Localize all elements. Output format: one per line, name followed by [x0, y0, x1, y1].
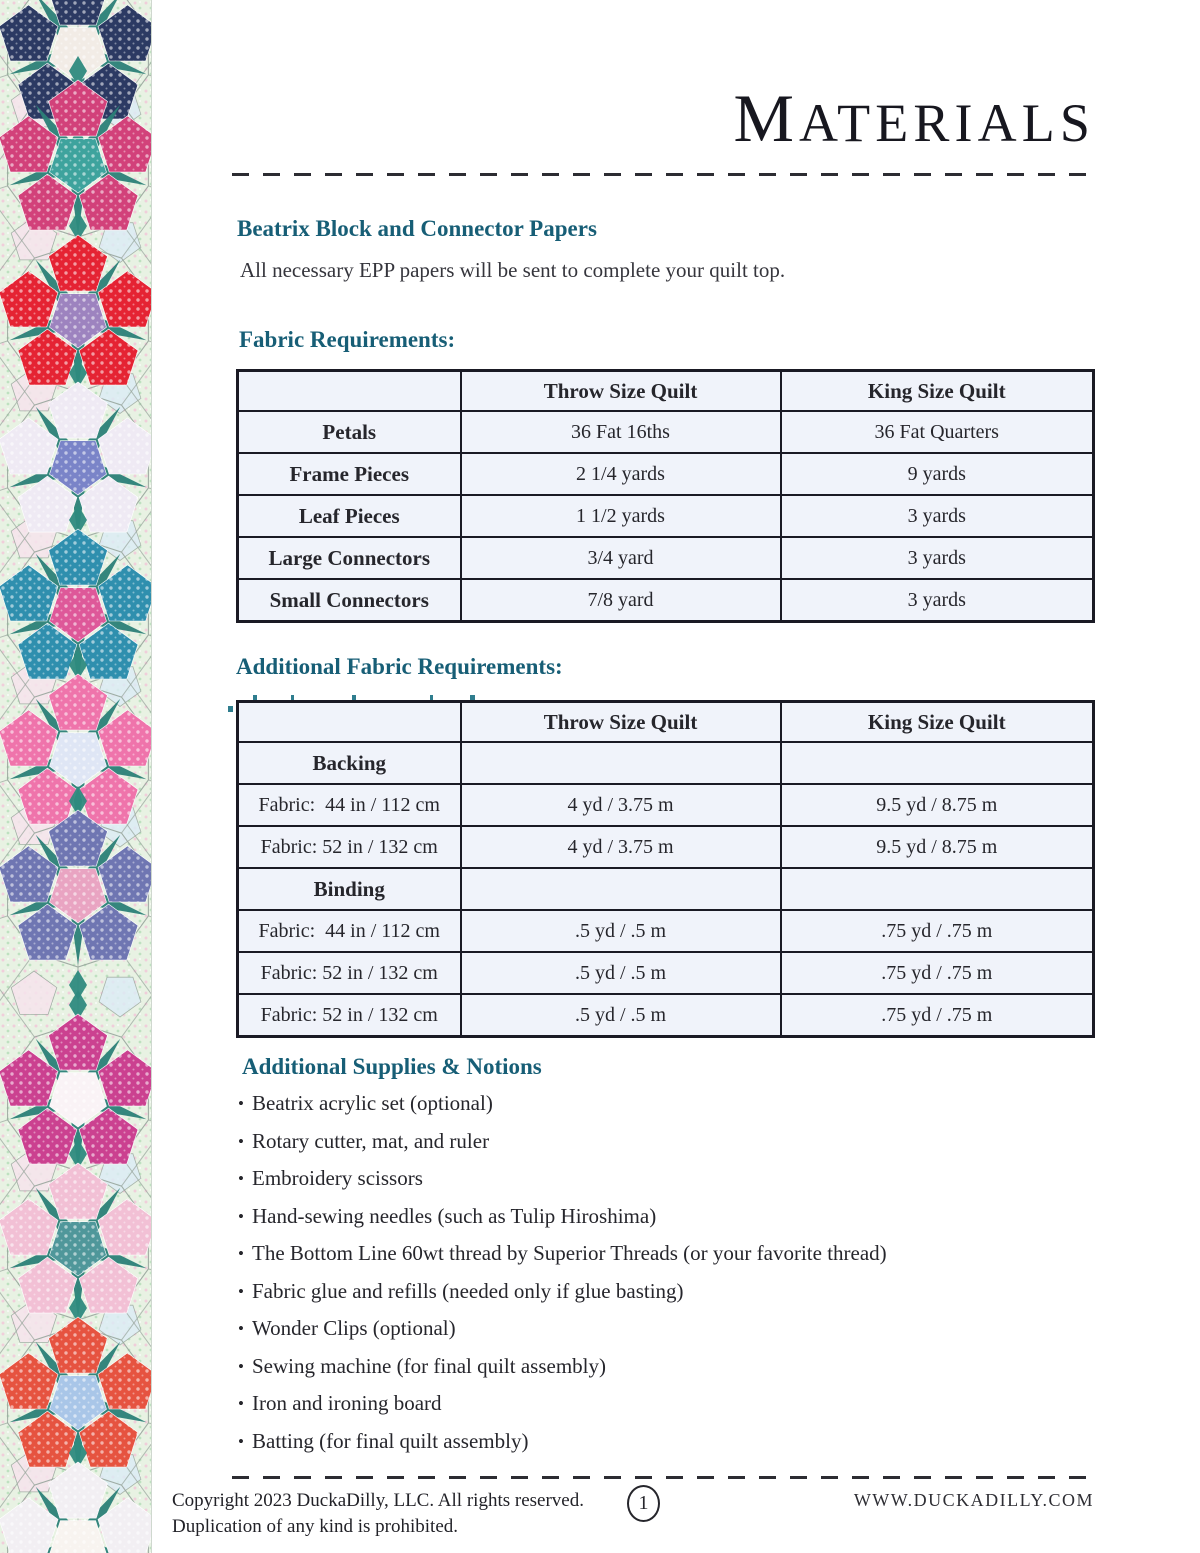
- section-heading-fabric-requirements: Fabric Requirements:: [239, 327, 456, 352]
- section-heading-papers: Beatrix Block and Connector Papers: [237, 216, 597, 241]
- footer-website: WWW.DUCKADILLY.COM: [853, 1490, 1094, 1510]
- table-cell: .75 yd / .75 m: [781, 994, 1094, 1037]
- row-label: Frame Pieces: [238, 453, 461, 495]
- row-label: Leaf Pieces: [238, 495, 461, 537]
- supply-item: [238, 1317, 978, 1340]
- fabric-requirements-table: [236, 369, 1092, 623]
- bullet-icon: •: [238, 1319, 244, 1338]
- row-label: Fabric: 52 in / 132 cm: [238, 826, 461, 868]
- dashed-divider-bottom: [232, 1476, 1096, 1479]
- column-header: King Size Quilt: [781, 371, 1094, 412]
- page-title: [733, 80, 1095, 156]
- table-cell: .5 yd / .5 m: [461, 952, 781, 994]
- supply-item: [238, 1355, 978, 1378]
- table-cell: 3/4 yard: [461, 537, 781, 579]
- table-cell: 3 yards: [781, 495, 1094, 537]
- table-row: [238, 411, 1094, 453]
- table-cell: 36 Fat Quarters: [781, 411, 1094, 453]
- table-row: [238, 910, 1094, 952]
- table-row: [238, 826, 1094, 868]
- table-cell: 7/8 yard: [461, 579, 781, 622]
- quilt-strip-graphic: [0, 0, 152, 1553]
- table-row: [238, 579, 1094, 622]
- bullet-icon: •: [238, 1206, 244, 1226]
- title-initial: M: [733, 80, 800, 156]
- table-row: [238, 495, 1094, 537]
- table-cell: 1 1/2 yards: [461, 495, 781, 537]
- row-label: Fabric: 44 in / 112 cm: [238, 784, 461, 826]
- supply-item-label: The Bottom Line 60wt thread by Superior Threads (or your favorite thread): [252, 1241, 887, 1265]
- footer-copyright: [172, 1488, 584, 1540]
- row-label: Fabric: 44 in / 112 cm: [238, 910, 461, 952]
- table-row: [238, 784, 1094, 826]
- supply-item: [238, 1092, 978, 1115]
- quilt-border-strip: [0, 0, 152, 1553]
- row-label: Backing: [238, 742, 461, 784]
- title-rest: ATERIALS: [799, 93, 1095, 153]
- table-cell: 2 1/4 yards: [461, 453, 781, 495]
- page-number: 1: [638, 1492, 649, 1514]
- table-row: [238, 537, 1094, 579]
- column-header: [238, 371, 461, 412]
- bullet-icon: •: [238, 1131, 244, 1151]
- supply-item-label: Rotary cutter, mat, and ruler: [252, 1128, 490, 1153]
- table-cell: [461, 868, 781, 910]
- column-header: King Size Quilt: [781, 702, 1094, 743]
- papers-description: All necessary EPP papers will be sent to complete your quilt top.: [240, 258, 786, 282]
- section-heading-additional-fabric: Additional Fabric Requirements:: [236, 654, 563, 679]
- table-cell: 9.5 yd / 8.75 m: [781, 826, 1094, 868]
- table-row: [238, 952, 1094, 994]
- supplies-list: [238, 1092, 978, 1467]
- row-label: Fabric: 52 in / 132 cm: [238, 994, 461, 1037]
- supply-item-label: Wonder Clips (optional): [252, 1316, 456, 1340]
- table-cell: [781, 868, 1094, 910]
- additional-fabric-requirements-table: [236, 700, 1092, 1038]
- supply-item-label: Embroidery scissors: [252, 1166, 423, 1190]
- copyright-line-1: Copyright 2023 DuckaDilly, LLC. All rights reserved.: [172, 1490, 584, 1511]
- supply-item: [238, 1167, 978, 1190]
- table-row: [238, 868, 1094, 910]
- table-row: [238, 994, 1094, 1037]
- bullet-icon: •: [238, 1281, 244, 1301]
- supply-item: [238, 1392, 978, 1415]
- row-label: Binding: [238, 868, 461, 910]
- supply-item-label: Iron and ironing board: [252, 1391, 442, 1415]
- table-cell: 9.5 yd / 8.75 m: [781, 784, 1094, 826]
- table-cell: .5 yd / .5 m: [461, 910, 781, 952]
- table-cell: 3 yards: [781, 579, 1094, 622]
- table-cell: [461, 742, 781, 784]
- column-header: [238, 702, 461, 743]
- row-label: Petals: [238, 411, 461, 453]
- supply-item-label: Sewing machine (for final quilt assembly): [252, 1353, 606, 1378]
- supply-item: [238, 1242, 978, 1265]
- dashed-divider-top: [232, 173, 1096, 176]
- table-cell: 3 yards: [781, 537, 1094, 579]
- supply-item-label: Beatrix acrylic set (optional): [252, 1091, 493, 1115]
- column-header: Throw Size Quilt: [461, 371, 781, 412]
- table-cell: 9 yards: [781, 453, 1094, 495]
- supply-item: [238, 1430, 978, 1453]
- bullet-icon: •: [238, 1356, 244, 1376]
- row-label: Small Connectors: [238, 579, 461, 622]
- table-cell: .75 yd / .75 m: [781, 952, 1094, 994]
- supply-item: [238, 1205, 978, 1228]
- bullet-icon: •: [238, 1169, 244, 1188]
- bullet-icon: •: [238, 1431, 244, 1451]
- row-label: Large Connectors: [238, 537, 461, 579]
- table-cell: 4 yd / 3.75 m: [461, 784, 781, 826]
- supply-item: [238, 1280, 978, 1303]
- supply-item-label: Hand-sewing needles (such as Tulip Hiroshima): [252, 1203, 657, 1228]
- table-row: [238, 742, 1094, 784]
- table-cell: 36 Fat 16ths: [461, 411, 781, 453]
- bullet-icon: •: [238, 1244, 244, 1263]
- page-number-badge: [627, 1485, 660, 1522]
- table-row: [238, 453, 1094, 495]
- supply-item-label: Fabric glue and refills (needed only if glue basting): [252, 1278, 684, 1303]
- table-cell: .75 yd / .75 m: [781, 910, 1094, 952]
- supply-item-label: Batting (for final quilt assembly): [252, 1428, 529, 1453]
- table-cell: .5 yd / .5 m: [461, 994, 781, 1037]
- fabric-requirements: [236, 369, 1095, 623]
- column-header: Throw Size Quilt: [461, 702, 781, 743]
- table-cell: [781, 742, 1094, 784]
- section-heading-supplies: Additional Supplies & Notions: [242, 1054, 542, 1079]
- bullet-icon: •: [238, 1094, 244, 1113]
- row-label: Fabric: 52 in / 132 cm: [238, 952, 461, 994]
- table-cell: 4 yd / 3.75 m: [461, 826, 781, 868]
- supply-item: [238, 1130, 978, 1153]
- additional-fabric-requirements: [236, 700, 1095, 1038]
- copyright-line-2: Duplication of any kind is prohibited.: [172, 1516, 459, 1537]
- bullet-icon: •: [238, 1394, 244, 1413]
